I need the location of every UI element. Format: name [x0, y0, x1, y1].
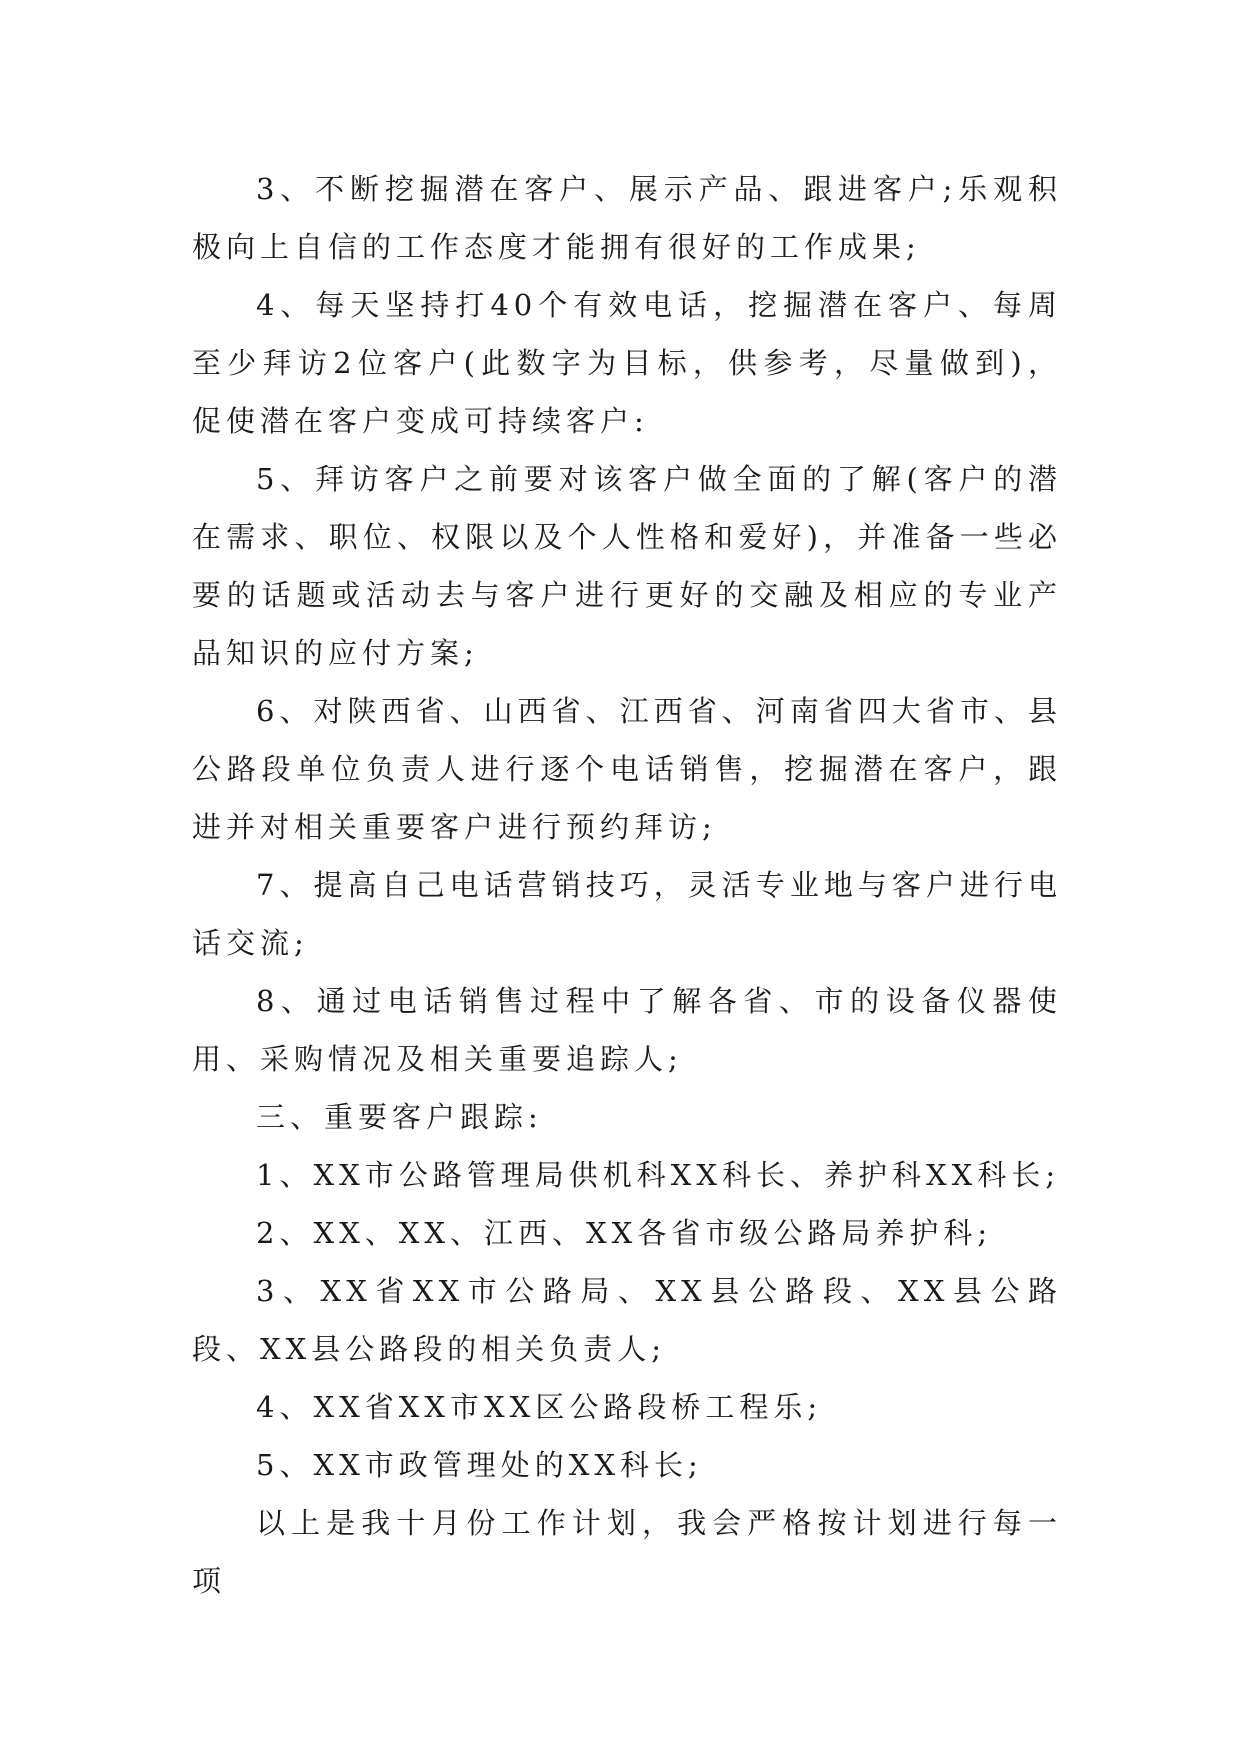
paragraph-item-3: 3、不断挖掘潜在客户、展示产品、跟进客户;乐观积极向上自信的工作态度才能拥有很好的工作成果;	[192, 172, 1062, 264]
client-item-1: 1、XX市公路管理局供机科XX科长、养护科XX科长;	[256, 1158, 1061, 1192]
client-item-5: 5、XX市政管理处的XX科长;	[256, 1448, 703, 1482]
paragraph-item-4: 4、每天坚持打40个有效电话，挖掘潜在客户、每周至少拜访2位客户(此数字为目标，供参考，尽量做到)，促使潜在客户变成可持续客户:	[192, 288, 1062, 438]
section-heading-key-clients: 三、重要客户跟踪:	[256, 1100, 543, 1134]
document-body	[192, 160, 1062, 1610]
closing-paragraph: 以上是我十月份工作计划，我会严格按计划进行每一项	[192, 1506, 1062, 1598]
client-item-2: 2、XX、XX、江西、XX各省市级公路局养护科;	[256, 1216, 993, 1250]
client-item-3: 3、XX省XX市公路局、XX县公路段、XX县公路段、XX县公路段的相关负责人;	[192, 1274, 1062, 1366]
paragraph-item-7: 7、提高自己电话营销技巧，灵活专业地与客户进行电话交流;	[192, 868, 1062, 960]
paragraph-item-5: 5、拜访客户之前要对该客户做全面的了解(客户的潜在需求、职位、权限以及个人性格和爱好)，并准备一些必要的话题或活动去与客户进行更好的交融及相应的专业产品知识的应付方案;	[192, 462, 1062, 670]
client-item-4: 4、XX省XX市XX区公路段桥工程乐;	[256, 1390, 823, 1424]
paragraph-item-6: 6、对陕西省、山西省、江西省、河南省四大省市、县公路段单位负责人进行逐个电话销售，挖掘潜在客户，跟进并对相关重要客户进行预约拜访;	[192, 694, 1062, 844]
paragraph-item-8: 8、通过电话销售过程中了解各省、市的设备仪器使用、采购情况及相关重要追踪人;	[192, 984, 1062, 1076]
